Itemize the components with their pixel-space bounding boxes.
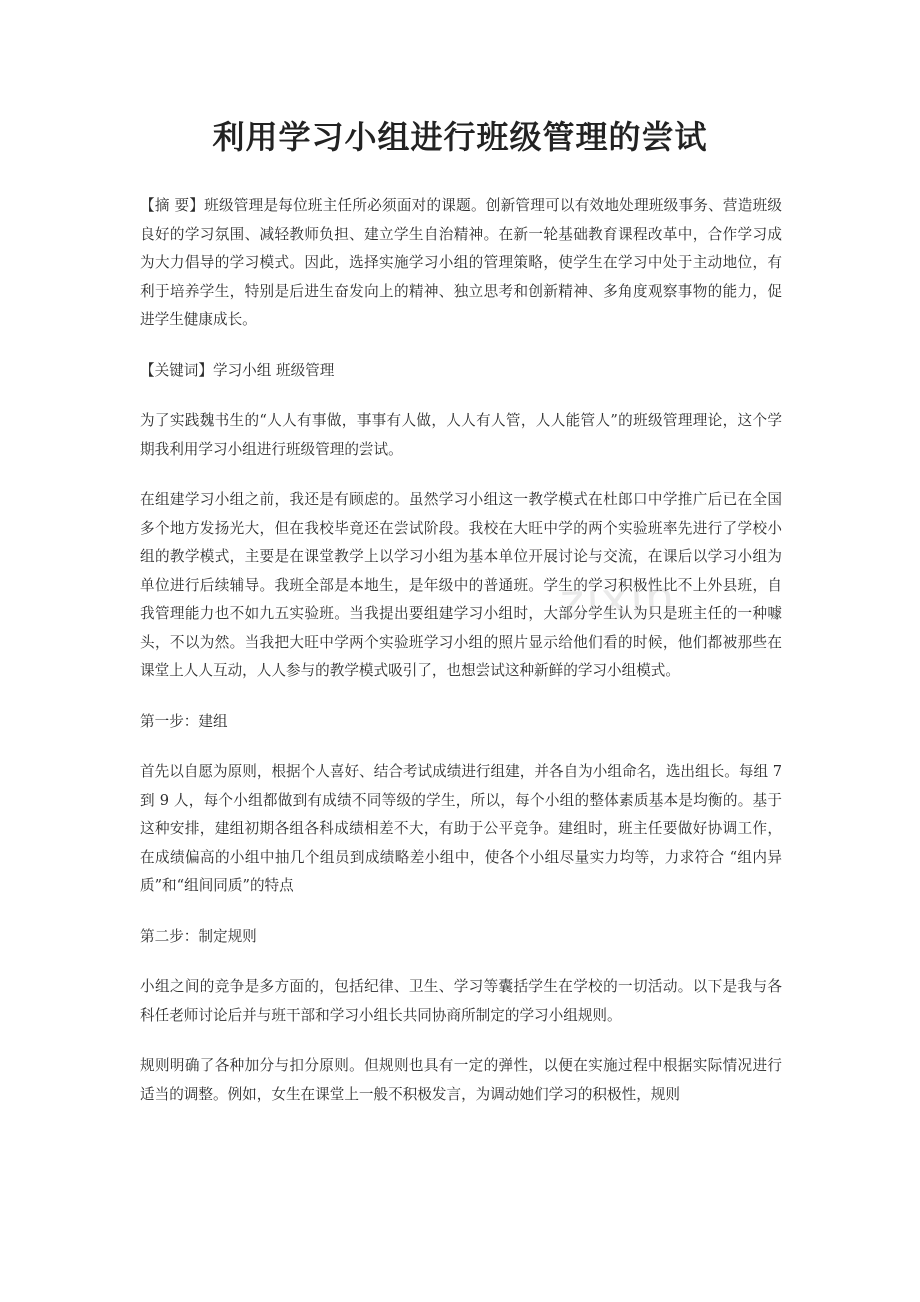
step-one-heading: 第一步：建组: [140, 712, 228, 730]
abstract-label: 【摘 要】: [140, 197, 205, 214]
keywords-paragraph: [140, 357, 782, 386]
abstract-text: 班级管理是每位班主任所必须面对的课题。创新管理可以有效地处理班级事务、营造班级良好的学习氛围、减轻教师负担、建立学生自治精神。在新一轮基础教育课程改革中，合作学习成为大力倡导的学习模式。因此，选择实施学习小组的管理策略，使学生在学习中处于主动地位，有利于培养学生，特别是后进生奋发向上的精神、独立思考和创新精神、多角度观察事物的能力，促进学生健康成长。: [140, 197, 782, 328]
keywords-label: 【关键词】: [140, 361, 213, 379]
body-paragraph-rules: 规则明确了各种加分与扣分原则。但规则也具有一定的弹性，以便在实施过程中根据实际情况进行适当的调整。例如，女生在课堂上一般不积极发言，为调动她们学习的积极性，规则: [140, 1057, 782, 1103]
keywords-text: 学习小组 班级管理: [212, 361, 335, 379]
body-paragraph-concerns: 在组建学习小组之前，我还是有顾虑的。虽然学习小组这一教学模式在杜郎口中学推广后已在全国多个地方发扬光大，但在我校毕竟还在尝试阶段。我校在大旺中学的两个实验班率先进行了学校小组的教学模式，主要是在课堂教学上以学习小组为基本单位开展讨论与交流，在课后以学习小组为单位进行后续辅导。我班全部是本地生，是年级中的普通班。学生的学习积极性比不上外县班，自我管理能力也不如九五实验班。当我提出要组建学习小组时，大部分学生认为只是班主任的一种噱头，不以为然。当我把大旺中学两个实验班学习小组的照片显示给他们看的时候，他们都被那些在课堂上人人互动，人人参与的教学模式吸引了，也想尝试这种新鲜的学习小组模式。: [140, 491, 782, 679]
abstract-paragraph: [140, 192, 782, 335]
body-paragraph-grouping: 首先以自愿为原则，根据个人喜好、结合考试成绩进行组建，并各自为小组命名，选出组长。每组 7 到 9 人，每个小组都做到有成绩不同等级的学生，所以，每个小组的整体素质基本是均衡的。基于这种安排，建组初期各组各科成绩相差不大，有助于公平竞争。建组时，班主任要做好协调工作，在成绩偏高的小组中抽几个组员到成绩略差小组中，使各个小组尽量实力均等，力求符合 “组内异质”和“组间同质”的特点: [140, 763, 782, 894]
body-paragraph-competition: 小组之间的竞争是多方面的，包括纪律、卫生、学习等囊括学生在学校的一切活动。以下是我与各科任老师讨论后并与班干部和学习小组长共同协商所制定的学习小组规则。: [140, 978, 782, 1024]
document-body: [140, 192, 782, 1131]
watermark: zixin: [559, 569, 678, 629]
document-title: 利用学习小组进行班级管理的尝试: [212, 118, 708, 156]
step-two-heading: 第二步：制定规则: [140, 927, 257, 945]
body-paragraph-intro: 为了实践魏书生的“人人有事做，事事有人做，人人有人管，人人能管人”的班级管理理论，这个学期我利用学习小组进行班级管理的尝试。: [140, 412, 782, 458]
